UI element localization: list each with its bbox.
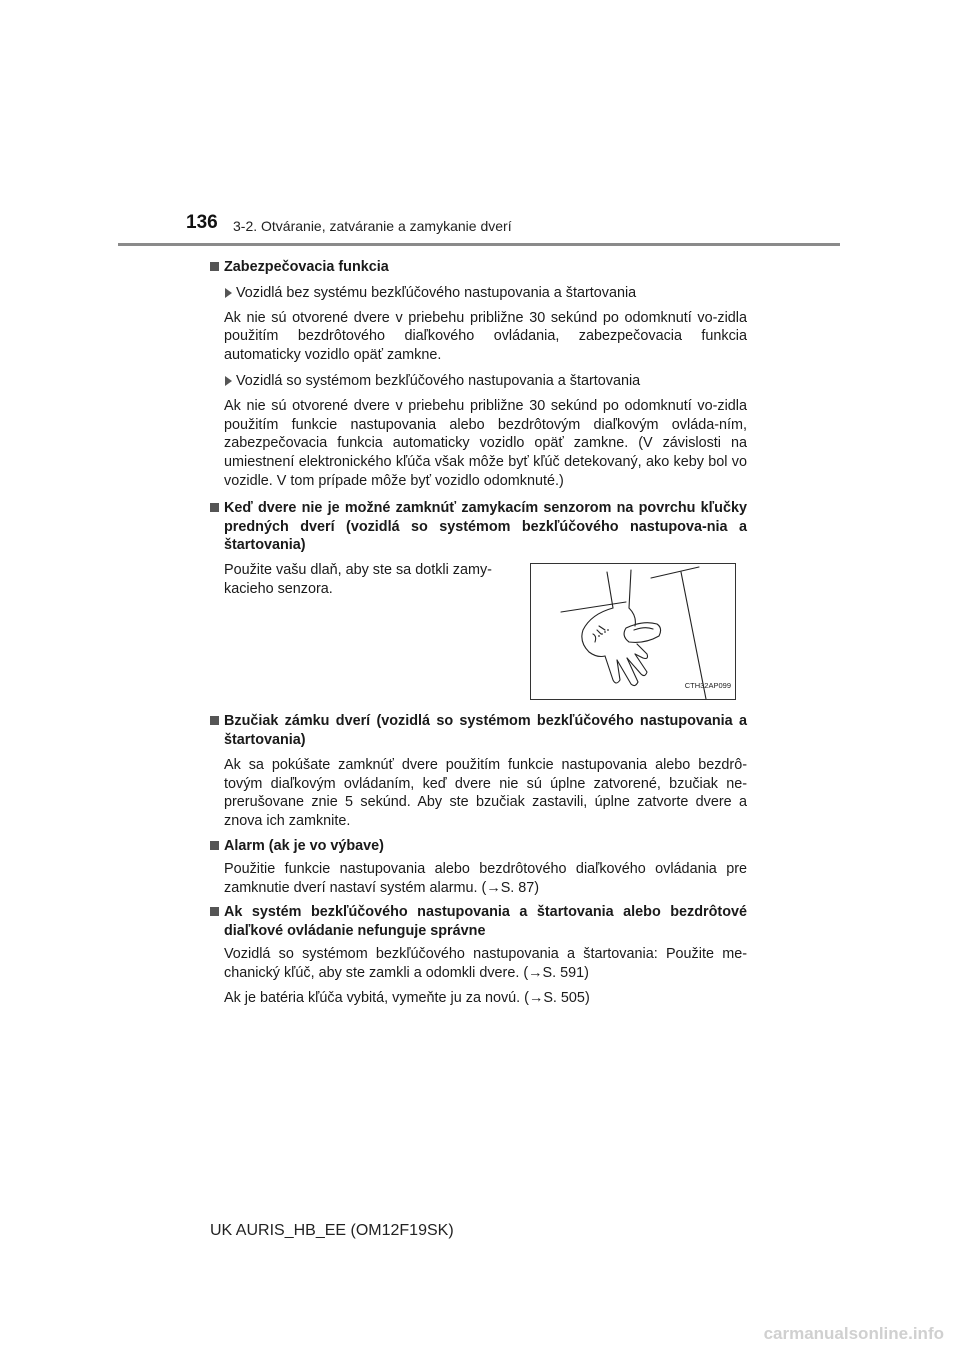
triangle-bullet-icon xyxy=(225,288,232,298)
section-heading: Ak systém bezkľúčového nastupovania a štartovania alebo bezdrôtové diaľkové ovládanie nefunguje správne xyxy=(210,903,747,941)
square-bullet-icon xyxy=(210,841,219,850)
paragraph: Vozidlá so systémom bezkľúčového nastupovania a štartovania: Použite me-chanický kľúč, aby ste zamkli a odomkli dvere. (→S. 591) xyxy=(224,945,747,981)
section-malfunction xyxy=(210,903,747,1007)
square-bullet-icon xyxy=(210,907,219,916)
subheading-with-smart-entry: Vozidlá so systémom bezkľúčového nastupovania a štartovania xyxy=(224,372,747,391)
square-bullet-icon xyxy=(210,716,219,725)
section-header: 3-2. Otváranie, zatváranie a zamykanie dverí xyxy=(233,218,512,234)
paragraph: Ak nie sú otvorené dvere v priebehu približne 30 sekúnd po odomknutí vo-zidla použitím funkcie nastupovania alebo bezdrôtovým diaľkovým ovláda-ním, zabezpečovacia funkcia automaticky vozidlo opäť zamkne. (V závislosti na umiestnení elektronického kľúča však môže byť kľúč detekovaný, ako keby bol vo vozidle. V tom prípade môže byť vozidlo odomknuté.) xyxy=(224,397,747,489)
subheading-without-smart-entry: Vozidlá bez systému bezkľúčového nastupovania a štartovania xyxy=(224,284,747,303)
section-door-lock-buzzer xyxy=(210,712,747,831)
square-bullet-icon xyxy=(210,262,219,271)
section-heading: Alarm (ak je vo výbave) xyxy=(210,837,747,856)
section-heading: Bzučiak zámku dverí (vozidlá so systémom bezkľúčového nastupovania a štartovania) xyxy=(210,712,747,750)
sensor-instruction-row xyxy=(224,561,747,700)
watermark: carmanualsonline.info xyxy=(763,1324,944,1343)
section-alarm xyxy=(210,837,747,897)
header-divider xyxy=(118,243,840,246)
page-content xyxy=(210,252,747,1007)
paragraph: Ak nie sú otvorené dvere v priebehu približne 30 sekúnd po odomknutí vo-zidla použitím bezdrôtového diaľkového ovládania, zabezpečovacia funkcia automaticky vozidlo opäť zamkne. xyxy=(224,309,747,364)
figure-code: CTH32AP099 xyxy=(684,681,731,691)
paragraph: Použitie funkcie nastupovania alebo bezdrôtového diaľkového ovládania pre zamknutie dverí nastaví systém alarmu. (→S. 87) xyxy=(224,860,747,896)
footer-model-code: UK AURIS_HB_EE (OM12F19SK) xyxy=(210,1222,454,1239)
section-heading: Keď dvere nie je možné zamknúť zamykacím senzorom na povrchu kľučky predných dverí (vozidlá so systémom bezkľúčového nastupova-nia a štartovania) xyxy=(210,499,747,555)
section-security-function xyxy=(210,258,747,491)
section-lock-sensor xyxy=(210,499,747,700)
paragraph: Ak sa pokúšate zamknúť dvere použitím funkcie nastupovania alebo bezdrô-tovým diaľkovým ovládaním, keď dvere nie sú úplne zatvorené, bzučiak ne-prerušovane znie 5 sekúnd. Aby ste bzučiak zastavili, úplne zatvorte dvere a znova ich zamknite. xyxy=(224,756,747,830)
section-heading: Zabezpečovacia funkcia xyxy=(210,258,747,277)
paragraph: Ak je batéria kľúča vybitá, vymeňte ju za novú. (→S. 505) xyxy=(224,989,590,1006)
paragraph: Použite vašu dlaň, aby ste sa dotkli zamy-kacieho senzora. xyxy=(224,562,492,597)
page-number: 136 xyxy=(186,212,218,233)
square-bullet-icon xyxy=(210,503,219,512)
hand-touching-door-handle-illustration xyxy=(530,563,736,700)
triangle-bullet-icon xyxy=(225,376,232,386)
